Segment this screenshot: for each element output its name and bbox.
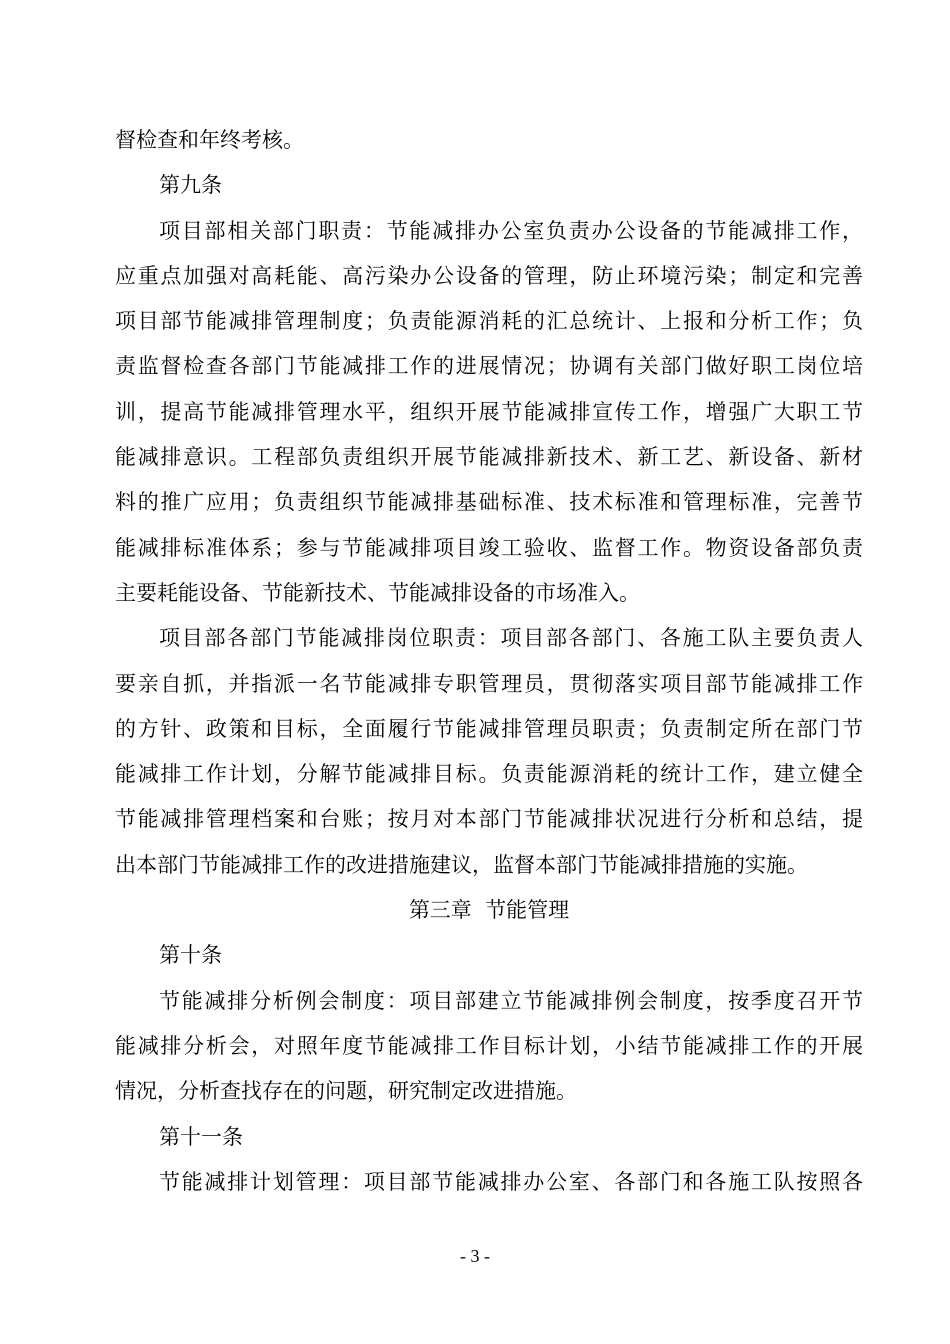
paragraph-line: 料的推广应用；负责组织节能减排基础标准、技术标准和管理标准，完善节 — [115, 490, 863, 515]
paragraph-line: 要亲自抓，并指派一名节能减排专职管理员，贯彻落实项目部节能减排工作 — [115, 671, 863, 696]
paragraph-line: 项目部各部门节能减排岗位职责：项目部各部门、各施工队主要负责人 — [159, 626, 863, 651]
paragraph-line: 能减排意识。工程部负责组织开展节能减排新技术、新工艺、新设备、新材 — [115, 445, 863, 470]
article-heading: 第九条 — [159, 173, 222, 198]
paragraph-line: 督检查和年终考核。 — [115, 128, 304, 152]
paragraph-line: 训，提高节能减排管理水平，组织开展节能减排宣传工作，增强广大职工节 — [115, 399, 863, 424]
chapter-heading: 第三章 节能管理 — [408, 898, 570, 923]
paragraph-line: 项目部相关部门职责：节能减排办公室负责办公设备的节能减排工作， — [159, 218, 863, 243]
paragraph-line: 应重点加强对高耗能、高污染办公设备的管理，防止环境污染；制定和完善 — [115, 263, 863, 288]
page-body — [115, 118, 863, 1205]
article-heading: 第十一条 — [159, 1124, 243, 1149]
paragraph-line: 能减排工作计划，分解节能减排目标。负责能源消耗的统计工作，建立健全 — [115, 762, 863, 787]
paragraph-line: 出本部门节能减排工作的改进措施建议，监督本部门节能减排措施的实施。 — [115, 852, 808, 877]
paragraph-line: 情况，分析查找存在的问题，研究制定改进措施。 — [115, 1079, 577, 1104]
paragraph-line: 责监督检查各部门节能减排工作的进展情况；协调有关部门做好职工岗位培 — [115, 354, 863, 379]
paragraph-line: 节能减排计划管理：项目部节能减排办公室、各部门和各施工队按照各 — [159, 1169, 863, 1194]
page-number: - 3 - — [460, 1246, 490, 1266]
paragraph-line: 能减排标准体系；参与节能减排项目竣工验收、监督工作。物资设备部负责 — [115, 535, 863, 560]
paragraph-line: 的方针、政策和目标，全面履行节能减排管理员职责；负责制定所在部门节 — [115, 716, 863, 741]
paragraph-line: 能减排分析会，对照年度节能减排工作目标计划，小结节能减排工作的开展 — [115, 1033, 863, 1058]
paragraph-line: 节能减排分析例会制度：项目部建立节能减排例会制度，按季度召开节 — [159, 988, 863, 1013]
article-heading: 第十条 — [159, 943, 222, 968]
paragraph-line: 节能减排管理档案和台账；按月对本部门节能减排状况进行分析和总结，提 — [115, 807, 863, 832]
paragraph-line: 主要耗能设备、节能新技术、节能减排设备的市场准入。 — [115, 580, 640, 605]
paragraph-line: 项目部节能减排管理制度；负责能源消耗的汇总统计、上报和分析工作；负 — [115, 309, 863, 334]
